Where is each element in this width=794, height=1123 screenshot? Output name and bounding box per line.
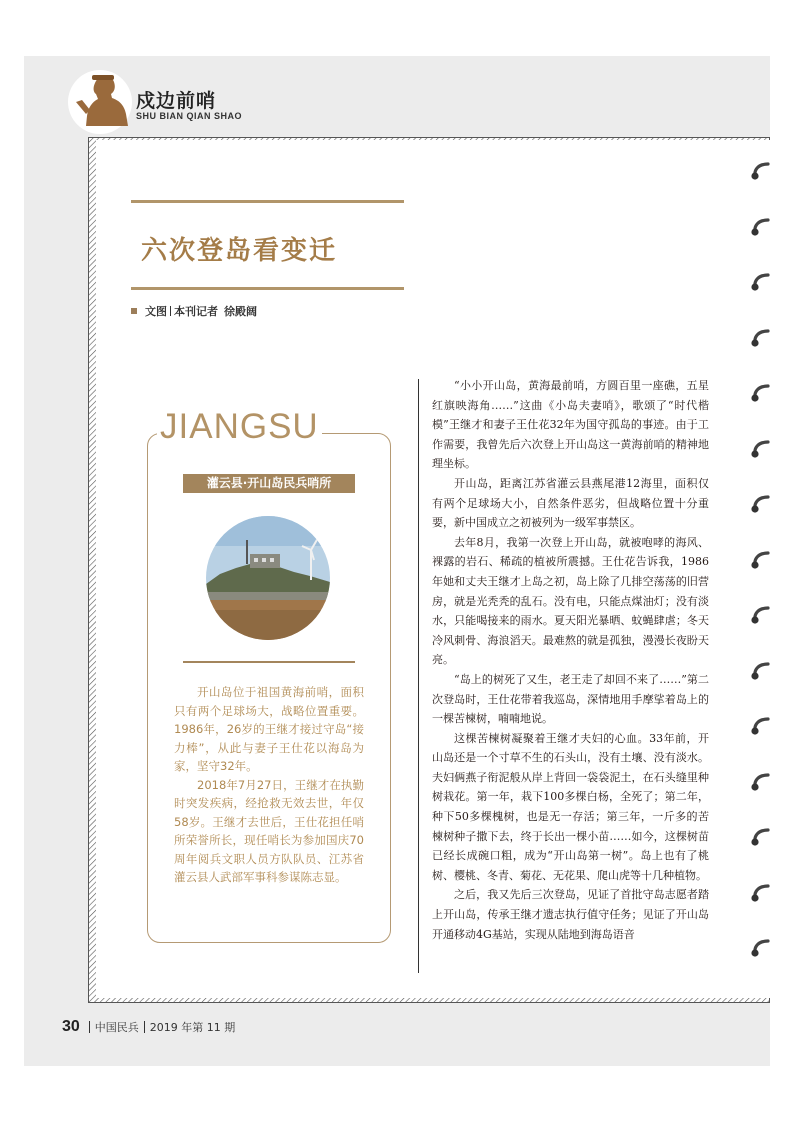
body-paragraph: “小小开山岛，黄海最前哨，方圆百里一座礁，五星红旗映海角……”这曲《小岛夫妻哨》，歌颂了“时代楷模”王继才和妻子王仕花32年为国守孤岛的事迹。由于工作需要，我曾先后六次登上开山岛这一黄海前哨的精神地理坐标。 — [432, 379, 709, 471]
binder-ring-icon — [748, 937, 772, 959]
binder-ring-icon — [748, 160, 772, 182]
binder-ring-icon — [748, 271, 772, 293]
byline-author: 徐殿阔 — [224, 305, 257, 318]
binder-ring-icon — [748, 826, 772, 848]
body-paragraph: 之后，我又先后三次登岛，见证了首批守岛志愿者踏上开山岛，传承王继才遗志执行值守任务；见证了开山岛开通移动4G基站，实现从陆地到海岛语音 — [432, 888, 709, 941]
binder-ring-icon — [748, 382, 772, 404]
body-paragraph: 这棵苦楝树凝聚着王继才夫妇的心血。33年前，开山岛还是一个寸草不生的石头山，没有土壤、没有淡水。夫妇俩燕子衔泥般从岸上背回一袋袋泥土，在石头缝里种树栽花。第一年，栽下100多棵白杨，全死了；第二年，种下50多棵槐树，也是无一存活；第三年，一斤多的苦楝树种子撒下去，终于长出一棵小苗……如今，这棵树苗已经长成碗口粗，成为“开山岛第一树”。岛上也有了桃树、樱桃、冬青、菊花、无花果、爬山虎等十几种植物。 — [432, 731, 709, 882]
article-body — [432, 376, 709, 944]
byline-separator — [170, 306, 171, 316]
binder-ring-icon — [748, 549, 772, 571]
title-rule-bottom — [131, 287, 404, 290]
column-subtitle: SHU BIAN QIAN SHAO — [136, 111, 243, 121]
binder-ring-icon — [748, 660, 772, 682]
binder-ring-icon — [748, 882, 772, 904]
article-title: 六次登岛看变迁 — [141, 236, 338, 266]
page-number: 30 — [62, 1018, 80, 1035]
body-paragraph: 去年8月，我第一次登上开山岛，就被咆哮的海风、裸露的岩石、稀疏的植被所震撼。王仕花告诉我，1986年她和丈夫王继才上岛之初，岛上除了几排空荡荡的旧营房，就是光秃秃的乱石。没有电，只能点煤油灯；没有淡水，只能喝接来的雨水。夏天阳光暴晒、蚊蝇肆虐；冬天冷风刺骨、海浪滔天。最难熬的就是孤独，漫漫长夜盼天亮。 — [432, 535, 709, 667]
column-divider — [418, 379, 419, 973]
byline-square-icon — [131, 308, 137, 314]
column-logo — [68, 70, 132, 134]
binder-ring-icon — [748, 715, 772, 737]
sidebar-rule — [183, 661, 355, 663]
sidebar-text — [174, 683, 364, 887]
byline-tag: 图 — [156, 305, 167, 318]
byline-role: 本刊记者 — [174, 305, 218, 318]
island-photo — [206, 516, 330, 640]
binder-rings — [748, 160, 772, 980]
binder-ring-icon — [748, 438, 772, 460]
sidebar-province: JIANGSU — [157, 405, 322, 449]
byline-prefix: 文 — [145, 305, 156, 318]
column-title: 戍边前哨 — [136, 90, 217, 112]
sidebar-location-label: 灌云县·开山岛民兵哨所 — [183, 474, 355, 493]
binder-ring-icon — [748, 604, 772, 626]
sidebar-paragraph: 开山岛位于祖国黄海前哨，面积只有两个足球场大，战略位置重要。1986年，26岁的王继才接过守岛“接力棒”，从此与妻子王仕花以海岛为家，坚守32年。 — [174, 685, 364, 773]
issue-label: 2019 年第 11 期 — [149, 1021, 236, 1034]
body-paragraph: “岛上的树死了又生，老王走了却回不来了……”第二次登岛时，王仕花带着我巡岛，深情地用手摩挲着岛上的一棵苦楝树，喃喃地说。 — [432, 672, 709, 726]
sidebar-paragraph: 2018年7月27日，王继才在执勤时突发疾病，经抢救无效去世，年仅58岁。王继才去世后，王仕花担任哨所荣誉所长，现任哨长为参加国庆70周年阅兵文职人员方队队员、江苏省灌云县人武部军事科参谋陈志显。 — [174, 777, 364, 884]
binder-ring-icon — [748, 771, 772, 793]
title-rule-top — [131, 200, 404, 203]
binder-ring-icon — [748, 327, 772, 349]
byline — [131, 303, 257, 319]
footer-separator — [144, 1021, 145, 1033]
footer-separator — [89, 1021, 90, 1033]
binder-ring-icon — [748, 216, 772, 238]
binder-ring-icon — [748, 493, 772, 515]
page-footer — [62, 1018, 235, 1036]
body-paragraph: 开山岛，距离江苏省灌云县燕尾港12海里，面积仅有两个足球场大小，自然条件恶劣，但战略位置十分重要，新中国成立之初被列为一级军事禁区。 — [432, 476, 709, 530]
magazine-name: 中国民兵 — [94, 1021, 139, 1034]
